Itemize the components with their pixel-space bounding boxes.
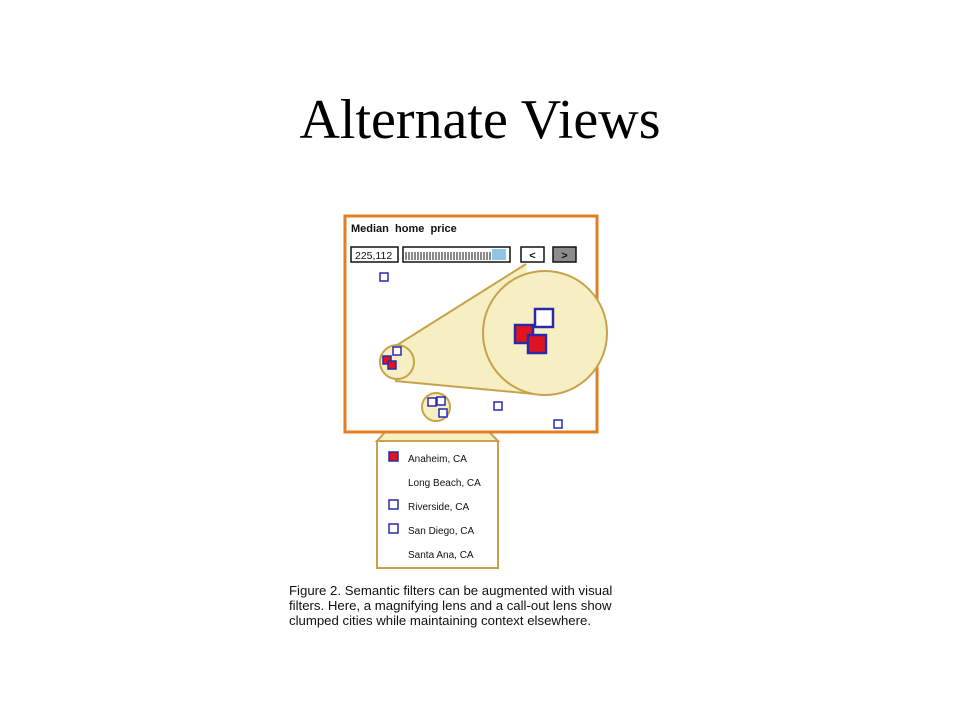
- slider-value: 225,112: [355, 250, 393, 262]
- next-button-label: >: [561, 250, 568, 262]
- magnifier-lens-large: [483, 271, 607, 395]
- legend-label: San Diego, CA: [408, 526, 475, 537]
- city-marker: [380, 273, 388, 281]
- slider-thumb[interactable]: [492, 249, 506, 260]
- figure-caption: [289, 583, 709, 628]
- legend-marker: [389, 524, 398, 533]
- legend-marker: [389, 452, 398, 461]
- legend-label: Anaheim, CA: [408, 454, 467, 465]
- city-marker: [554, 420, 562, 428]
- caption-line: filters. Here, a magnifying lens and a call-out lens show: [289, 598, 612, 613]
- legend-label: Long Beach, CA: [408, 478, 481, 489]
- city-marker: [428, 398, 436, 406]
- city-marker: [439, 409, 447, 417]
- caption-line: Figure 2. Semantic filters can be augmented with visual: [289, 583, 613, 598]
- caption-line: clumped cities while maintaining context elsewhere.: [289, 613, 591, 628]
- legend-label: Riverside, CA: [408, 502, 470, 513]
- slide-title: Alternate Views: [299, 89, 661, 151]
- city-marker: [393, 347, 401, 355]
- magnified-city-marker: [528, 335, 546, 353]
- city-marker: [437, 397, 445, 405]
- panel-title: Median home price: [351, 223, 457, 235]
- legend-label: Santa Ana, CA: [408, 550, 474, 561]
- city-marker: [494, 402, 502, 410]
- city-marker: [388, 361, 396, 369]
- magnified-city-marker: [535, 309, 553, 327]
- prev-button-label: <: [529, 250, 536, 262]
- legend-marker: [389, 500, 398, 509]
